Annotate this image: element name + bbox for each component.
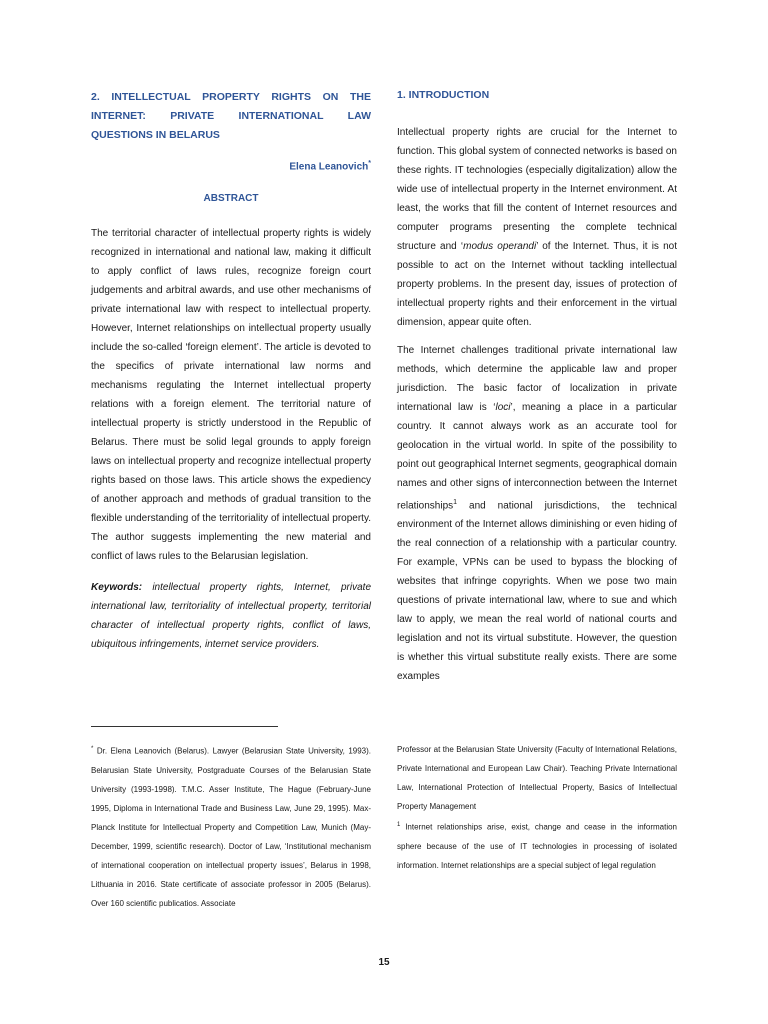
right-column <box>397 88 677 686</box>
footnote-author-text-left: Dr. Elena Leanovich (Belarus). Lawyer (Belarusian State University, 1993). Belarusian State University, Postgraduate Courses of the Belarusian State University (1993-1998). T.M.C. Asser Institute, The Hague (February-June 1995, Diploma in International Trade and Business Law, June 29, 1995). Max-Planck Institute for Intellectual Property and Competition Law, Munich (May-December, 1999, scientific research). Doctor of Law, ‘Institutional mechanism of international cooperation on intellectual property issues’, Belarus in 1998, Lithuania in 2016. State certificate of associate professor in 2005 (Belarus). Over 160 scientific publicatios. Associate <box>91 746 371 908</box>
footnote-left-column <box>91 740 371 913</box>
author-name <box>91 157 371 174</box>
footnote-1 <box>397 816 677 875</box>
abstract-text: The territorial character of intellectual property rights is widely recognized in international and national law, making it difficult to apply conflict of laws rules, recognize foreign court judgements and arbitral awards, and use other mechanisms of private international law with respect to intellectual property. However, Internet relationships on intellectual property usually include the so-called ‘foreign element’. The article is devoted to the specifics of private international law norms and mechanisms regulating the Internet intellectual property relations with a foreign element. The territorial nature of intellectual property is strictly understood in the Republic of Belarus. There must be solid legal grounds to apply foreign laws on intellectual property and recognize intellectual property rights based on those laws. This article shows the expediency of another approach and methods of gradual transition to the flexible understanding of the territoriality of intellectual property. The author suggests implementing the new material and conflict of laws rules to the Belarusian legislation. <box>91 228 371 563</box>
footnote-separator <box>91 726 278 727</box>
author-footnote-mark: * <box>368 160 371 167</box>
footnote-author <box>91 740 371 913</box>
section-heading-introduction: 1. INTRODUCTION <box>397 89 490 101</box>
footnote-1-mark: 1 <box>397 822 401 828</box>
intro-p1-part-a: Intellectual property rights are crucial for the Internet to function. This global system of connected networks is based on these rights. IT technologies (especially digitalization) allow the wide use of intellectual property in the Internet environment. At least, the works that fill the content of Internet resources and computer programs presenting the complete technical structure and ‘ <box>397 127 677 252</box>
intro-p1-part-b: ’ of the Internet. Thus, it is not possible to act on the Internet without tackling intellectual property problems. In the present day, issues of protection of intellectual property rights and their enforcement in the virtual dimension, appear quite often. <box>397 241 677 328</box>
left-column <box>91 88 371 654</box>
footnote-1-text: Internet relationships arise, exist, change and cease in the information sphere because of the use of IT technologies in processing of isolated information. Internet relationships are a special subject of legal regulation <box>397 822 677 870</box>
keywords <box>91 578 371 654</box>
footnote-star-mark: * <box>91 746 94 752</box>
intro-p2-italic: loci <box>495 402 511 413</box>
footnote-author-continued: Professor at the Belarusian State University (Faculty of International Relations, Private International and European Law Chair). Teaching Private International Law, International Protection of Intellectual Property, Basics of Intellectual Property Management <box>397 745 677 811</box>
intro-p2-part-a: The Internet challenges traditional private international law methods, which determine the applicable law and proper jurisdiction. The basic factor of localization in private international law is ‘ <box>397 345 677 413</box>
author-text: Elena Leanovich <box>289 161 369 173</box>
footnote-ref-1: 1 <box>453 499 458 506</box>
intro-p2-part-c: and national jurisdictions, the technical environment of the Internet allows diminishing or even hiding of the real connection of a relationship with a particular country. For example, VPNs can be used to bypass the blocking of websites that infringe copyrights. When we pose two main questions of private international law, where to sue and which law to apply, we mean the real world of national courts and legislation and not its virtual substitute. However, the question is whether this virtual substitute really exists. There are some examples <box>397 500 677 683</box>
abstract-heading: ABSTRACT <box>203 193 259 205</box>
article-title: 2. INTELLECTUAL PROPERTY RIGHTS ON THE INTERNET: PRIVATE INTERNATIONAL LAW QUESTIONS IN BELARUS <box>91 91 371 141</box>
intro-paragraph-1 <box>397 123 677 332</box>
intro-p1-italic: modus operandi <box>463 241 537 252</box>
intro-p2-part-b: ’, meaning a place in a particular country. It cannot always work as an accurate tool for geolocation in the virtual world. In spite of the possibility to point out geographical Internet segments, geographical domain names and other signs of interconnection between the Internet relationships <box>397 402 677 512</box>
keywords-label: Keywords: <box>91 582 143 594</box>
keywords-text: intellectual property rights, Internet, private international law, territoriality of intellectual property, territorial character of intellectual property rights, conflict of laws, ubiquitous infringements, internet service providers. <box>91 582 371 651</box>
page-number: 15 <box>378 957 390 968</box>
intro-paragraph-2 <box>397 341 677 686</box>
footnote-right-column <box>397 740 677 875</box>
